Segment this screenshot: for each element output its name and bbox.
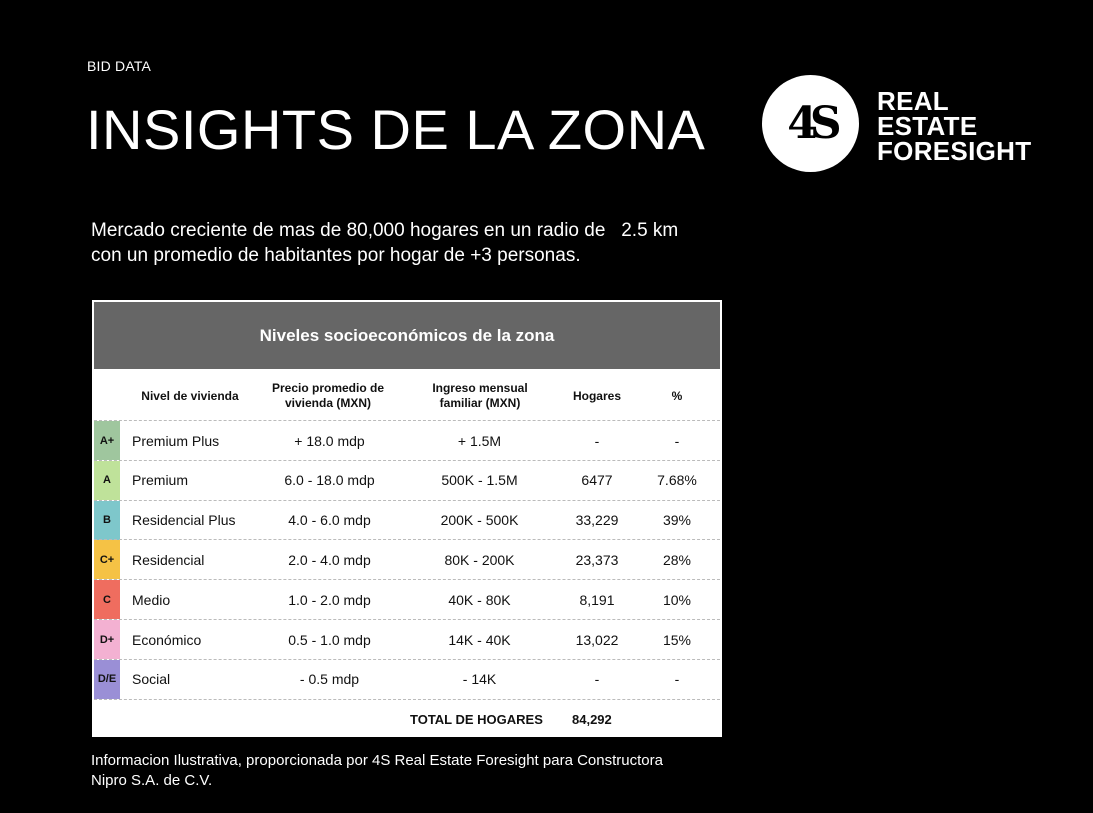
cell-ingreso: 14K - 40K	[448, 631, 511, 648]
col-header-ingreso: Ingreso mensual familiar (MXN)	[432, 381, 528, 410]
cell-precio: + 18.0 mdp	[294, 432, 365, 449]
cell-pct: 15%	[662, 631, 692, 648]
cell-precio: 6.0 - 18.0 mdp	[284, 472, 375, 489]
table-row	[94, 500, 720, 540]
cell-ingreso: 80K - 200K	[444, 551, 515, 568]
table-row	[94, 659, 720, 699]
cell-ingreso: 40K - 80K	[448, 591, 511, 608]
cell-pct: 28%	[662, 551, 692, 568]
footnote-line-1: Informacion Ilustrativa, proporcionada por 4S Real Estate Foresight para Constructora	[91, 752, 663, 769]
table-row	[94, 619, 720, 659]
cell-precio: 2.0 - 4.0 mdp	[288, 551, 371, 568]
cell-precio: 0.5 - 1.0 mdp	[288, 631, 371, 648]
level-code-badge: D/E	[94, 660, 120, 699]
cell-hogares: 33,229	[575, 512, 619, 529]
cell-hogares: -	[594, 432, 600, 449]
company-logo	[762, 75, 1042, 175]
col-header-precio: Precio promedio de vivienda (MXN)	[271, 381, 385, 410]
col-header-hogares: Hogares	[572, 388, 622, 403]
cell-ingreso: 500K - 1.5M	[441, 472, 518, 489]
cell-nivel: Premium Plus	[132, 432, 220, 449]
cell-nivel: Económico	[132, 631, 202, 648]
level-code-badge: A	[94, 461, 120, 500]
intro-line-1: Mercado creciente de mas de 80,000 hogares en un radio de 2.5 km	[91, 220, 679, 241]
cell-hogares: 8,191	[579, 591, 615, 608]
logo-mark: 4S	[762, 75, 859, 172]
cell-precio: 1.0 - 2.0 mdp	[288, 591, 371, 608]
col-header-pct: %	[671, 388, 683, 403]
intro-text	[91, 218, 731, 268]
total-value: 84,292	[572, 711, 612, 727]
cell-hogares: -	[594, 671, 600, 688]
socioeconomic-table	[92, 300, 722, 737]
total-row	[94, 699, 720, 738]
table-row	[94, 420, 720, 460]
section-kicker: BID DATA	[87, 58, 152, 74]
cell-nivel: Medio	[132, 591, 171, 608]
cell-nivel: Social	[132, 671, 171, 688]
level-code-badge: A+	[94, 421, 120, 460]
cell-pct: 10%	[662, 591, 692, 608]
cell-ingreso: + 1.5M	[457, 432, 502, 449]
level-code-badge: C+	[94, 540, 120, 579]
cell-pct: 39%	[662, 512, 692, 529]
cell-pct: -	[674, 671, 680, 688]
footnote	[91, 751, 741, 791]
total-label: TOTAL DE HOGARES	[410, 711, 543, 727]
logo-wordmark	[877, 86, 1032, 166]
col-header-nivel: Nivel de vivienda	[141, 388, 239, 403]
cell-ingreso: - 14K	[462, 671, 497, 688]
cell-nivel: Premium	[132, 472, 189, 489]
cell-precio: - 0.5 mdp	[299, 671, 360, 688]
level-code-badge: B	[94, 501, 120, 540]
table-row	[94, 579, 720, 619]
table-row	[94, 460, 720, 500]
cell-hogares: 6477	[581, 472, 613, 489]
table-row	[94, 539, 720, 579]
footnote-line-2: Nipro S.A. de C.V.	[91, 772, 213, 789]
cell-hogares: 13,022	[575, 631, 619, 648]
logo-line-3: FORESIGHT	[877, 136, 1032, 166]
cell-precio: 4.0 - 6.0 mdp	[288, 512, 371, 529]
page-title: INSIGHTS DE LA ZONA	[86, 98, 706, 161]
logo-line-2: ESTATE	[877, 111, 978, 141]
table-title: Niveles socioeconómicos de la zona	[94, 302, 720, 369]
level-code-badge: D+	[94, 620, 120, 659]
cell-nivel: Residencial Plus	[132, 512, 236, 529]
cell-nivel: Residencial	[132, 551, 205, 568]
intro-line-2: con un promedio de habitantes por hogar de +3 personas.	[91, 245, 581, 266]
cell-pct: -	[674, 432, 680, 449]
cell-hogares: 23,373	[575, 551, 619, 568]
logo-line-1: REAL	[877, 86, 949, 116]
cell-pct: 7.68%	[657, 472, 697, 489]
level-code-badge: C	[94, 580, 120, 619]
cell-ingreso: 200K - 500K	[440, 512, 519, 529]
